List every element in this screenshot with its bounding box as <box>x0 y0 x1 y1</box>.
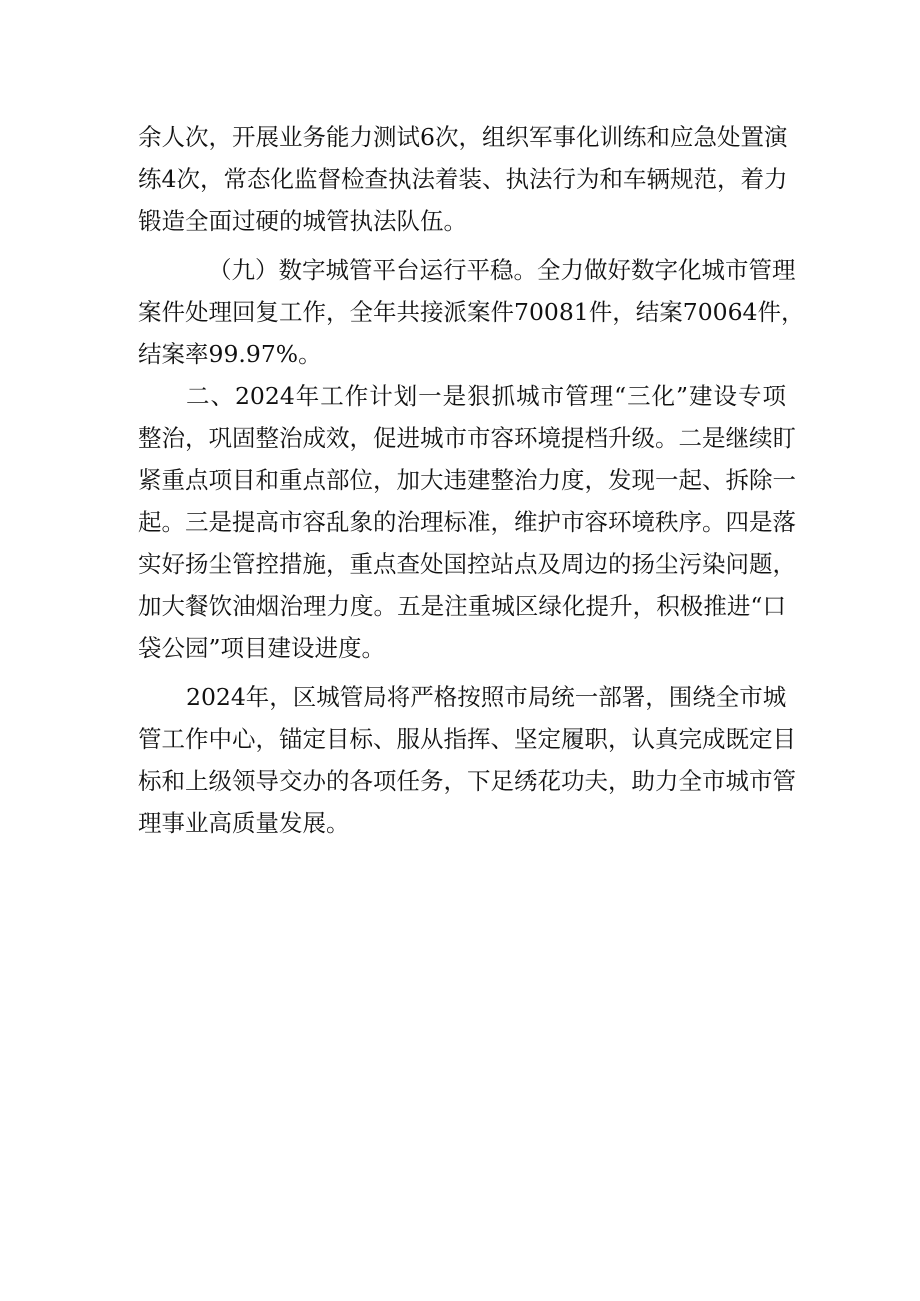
text-line: 紧重点项目和重点部位，加大违建整治力度，发现一起、拆除一 <box>138 466 796 494</box>
text-line: 二、2024年工作计划一是狠抓城市管理“三化”建设专项 <box>186 382 786 410</box>
text-line: （九）数字城管平台运行平稳。全力做好数字化城市管理 <box>208 256 796 284</box>
text-line: 理事业高质量发展。 <box>138 809 350 837</box>
text-line: 锻造全面过硬的城管执法队伍。 <box>138 207 467 235</box>
text-line: 标和上级领导交办的各项任务，下足绣花功夫，助力全市城市管 <box>138 767 796 795</box>
text-line: 结案率99.97%。 <box>138 340 322 368</box>
text-line: 起。三是提高市容乱象的治理标准，维护市容环境秩序。四是落 <box>138 508 796 536</box>
text-line: 练4次，常态化监督检查执法着装、执法行为和车辆规范，着力 <box>138 165 788 193</box>
text-line: 整治，巩固整治成效，促进城市市容环境提档升级。二是继续盯 <box>138 424 796 452</box>
text-line: 实好扬尘管控措施，重点查处国控站点及周边的扬尘污染问题， <box>138 550 796 578</box>
text-line: 2024年，区城管局将严格按照市局统一部署，围绕全市城 <box>186 683 787 711</box>
text-line: 余人次，开展业务能力测试6次，组织军事化训练和应急处置演 <box>138 123 788 151</box>
text-line: 管工作中心，锚定目标、服从指挥、坚定履职，认真完成既定目 <box>138 725 796 753</box>
text-line: 加大餐饮油烟治理力度。五是注重城区绿化提升，积极推进“口 <box>138 592 786 620</box>
text-line: 案件处理回复工作，全年共接派案件70081件，结案70064件， <box>138 298 805 326</box>
text-line: 袋公园”项目建设进度。 <box>138 634 386 662</box>
